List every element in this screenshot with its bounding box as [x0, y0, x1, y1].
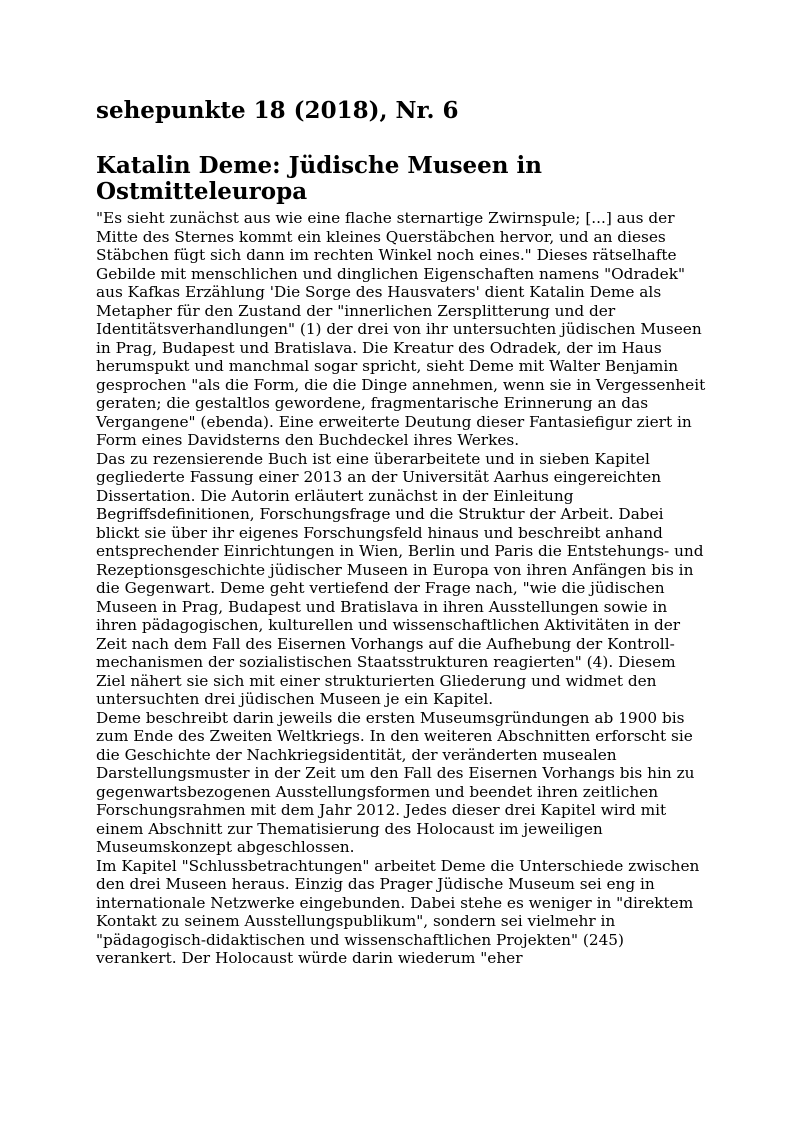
paragraph-1: "Es sieht zunächst aus wie eine flache sternartige Zwirnspule; [...] aus der Mitte des Sternes kommt ein kleines Querstäbchen hervor, und an dieses Stäbchen fügt sich dann im rechten Winkel noch eines." Dieses rätselhafte Gebilde mit menschlichen und dinglichen Eigenschaften namens "Odradek" aus Kafkas Erzählung 'Die Sorge des Hausvaters' dient Katalin Deme als Metapher für den Zustand der "innerlichen Zersplitterung und der Identitätsverhandlungen" (1) der drei von ihr untersuchten jüdischen Museen in Prag, Budapest und Bratislava. Die Kreatur des Odradek, der im Haus herumspukt und manchmal sogar spricht, sieht Deme mit Walter Benjamin gesprochen "als die Form, die die Dinge annehmen, wenn sie in Vergessenheit geraten; die gestaltlos gewordene, fragmentarische Erinnerung an das Vergangene" (ebenda). Eine erweiterte Deutung dieser Fantasiefigur ziert in Form eines Davidsterns den Buchdeckel ihres Werkes.	[96, 209, 706, 449]
article-title: Katalin Deme: Jüdische Museen in Ostmitteleuropa	[96, 152, 542, 205]
article-body	[96, 209, 708, 968]
document-page	[96, 96, 708, 968]
paragraph-3: Deme beschreibt darin jeweils die ersten Museumsgründungen ab 1900 bis zum Ende des Zweiten Weltkriegs. In den weiteren Abschnitten erforscht sie die Geschichte der Nachkriegsidentität, der veränderten musealen Darstellungsmuster in der Zeit um den Fall des Eisernen Vorhangs bis hin zu gegenwartsbezogenen Ausstellungsformen und beendet ihren zeitlichen Forschungsrahmen mit dem Jahr 2012. Jedes dieser drei Kapitel wird mit einem Abschnitt zur Thematisierung des Holocaust im jeweiligen Museumskonzept abgeschlossen.	[96, 708, 695, 856]
journal-header: sehepunkte 18 (2018), Nr. 6	[96, 97, 459, 124]
paragraph-4: Im Kapitel "Schlussbetrachtungen" arbeitet Deme die Unterschiede zwischen den drei Museen heraus. Einzig das Prager Jüdische Museum sei eng in internationale Netzwerke eingebunden. Dabei stehe es weniger in "direktem Kontakt zu seinem Ausstellungspublikum", sondern sei vielmehr in "pädagogisch-didaktischen und wissenschaftlichen Projekten" (245) verankert. Der Holocaust würde darin wiederum "eher	[96, 856, 700, 967]
paragraph-2: Das zu rezensierende Buch ist eine überarbeitete und in sieben Kapitel gegliederte Fassung einer 2013 an der Universität Aarhus eingereichten Dissertation. Die Autorin erläutert zunächst in der Einleitung Begriffsdefinitionen, Forschungsfrage und die Struktur der Arbeit. Dabei blickt sie über ihr eigenes Forschungsfeld hinaus und beschreibt anhand entsprechender Einrichtungen in Wien, Berlin und Paris die Entstehungs- und Rezeptionsgeschichte jüdischer Museen in Europa von ihren Anfängen bis in die Gegenwart. Deme geht vertiefend der Frage nach, "wie die jüdischen Museen in Prag, Budapest und Bratislava in ihren Ausstellungen sowie in ihren pädagogischen, kulturellen und wissenschaftlichen Aktivitäten in der Zeit nach dem Fall des Eisernen Vorhangs auf die Aufhebung der Kontroll-mechanismen der sozialistischen Staatsstrukturen reagierten" (4). Diesem Ziel nähert sie sich mit einer strukturierten Gliederung und widmet den untersuchten drei jüdischen Museen je ein Kapitel.	[96, 449, 704, 708]
